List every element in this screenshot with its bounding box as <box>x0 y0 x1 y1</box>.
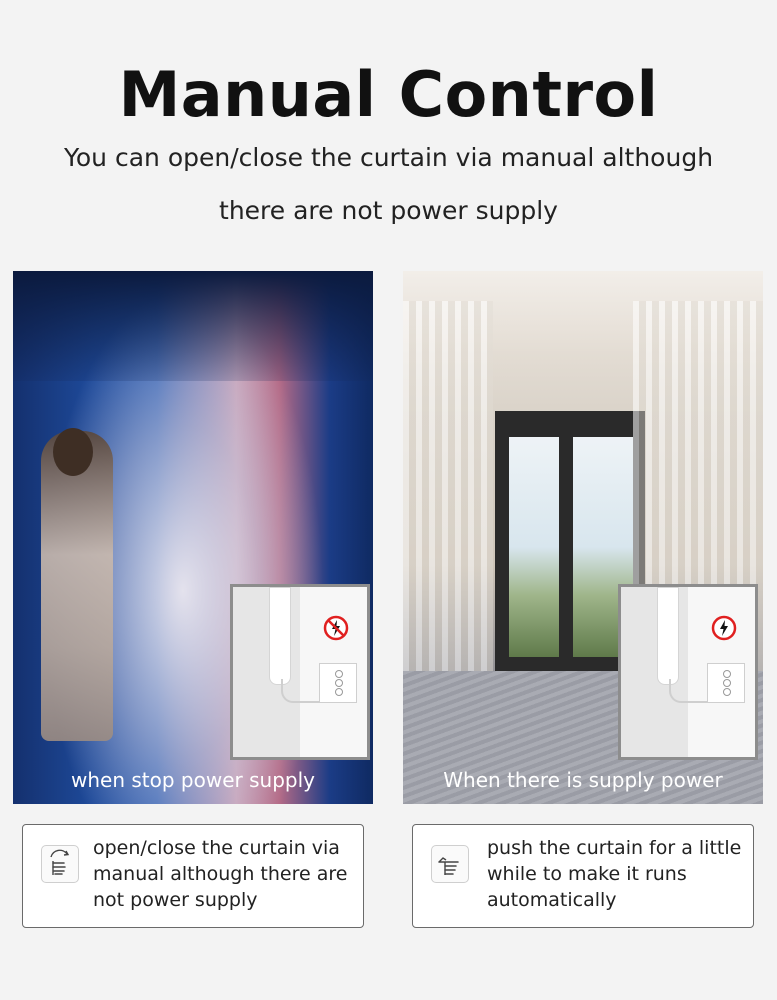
card-text-manual: open/close the curtain via manual although there are not power supply <box>93 837 348 911</box>
panel-caption-left: when stop power supply <box>71 768 315 792</box>
wall-switch <box>319 663 357 703</box>
wall-switch <box>707 663 745 703</box>
woman-figure <box>41 431 113 741</box>
subtitle-line-1: You can open/close the curtain via manual although <box>63 143 714 172</box>
feature-card-manual <box>22 824 364 928</box>
power-on-icon <box>711 615 737 641</box>
motor-inset-no-power <box>230 584 370 760</box>
no-power-icon <box>323 615 349 641</box>
night-sky <box>13 271 373 381</box>
motor-inset-power <box>618 584 758 760</box>
curtain-motor <box>657 587 679 685</box>
woman-head <box>53 428 93 476</box>
bedroom-curtain-photo <box>403 271 763 804</box>
curtain-motor <box>269 587 291 685</box>
sheer-curtain-left <box>403 301 493 721</box>
card-text-touch: push the curtain for a little while to make it runs automatically <box>487 837 742 911</box>
manual-hand-icon <box>41 845 79 883</box>
woman-opening-curtain-photo <box>13 271 373 804</box>
page-title: Manual Control <box>118 58 659 131</box>
feature-card-touch <box>412 824 754 928</box>
panel-caption-right: When there is supply power <box>443 768 723 792</box>
pointing-hand-icon <box>431 845 469 883</box>
subtitle-line-2: there are not power supply <box>219 196 558 225</box>
